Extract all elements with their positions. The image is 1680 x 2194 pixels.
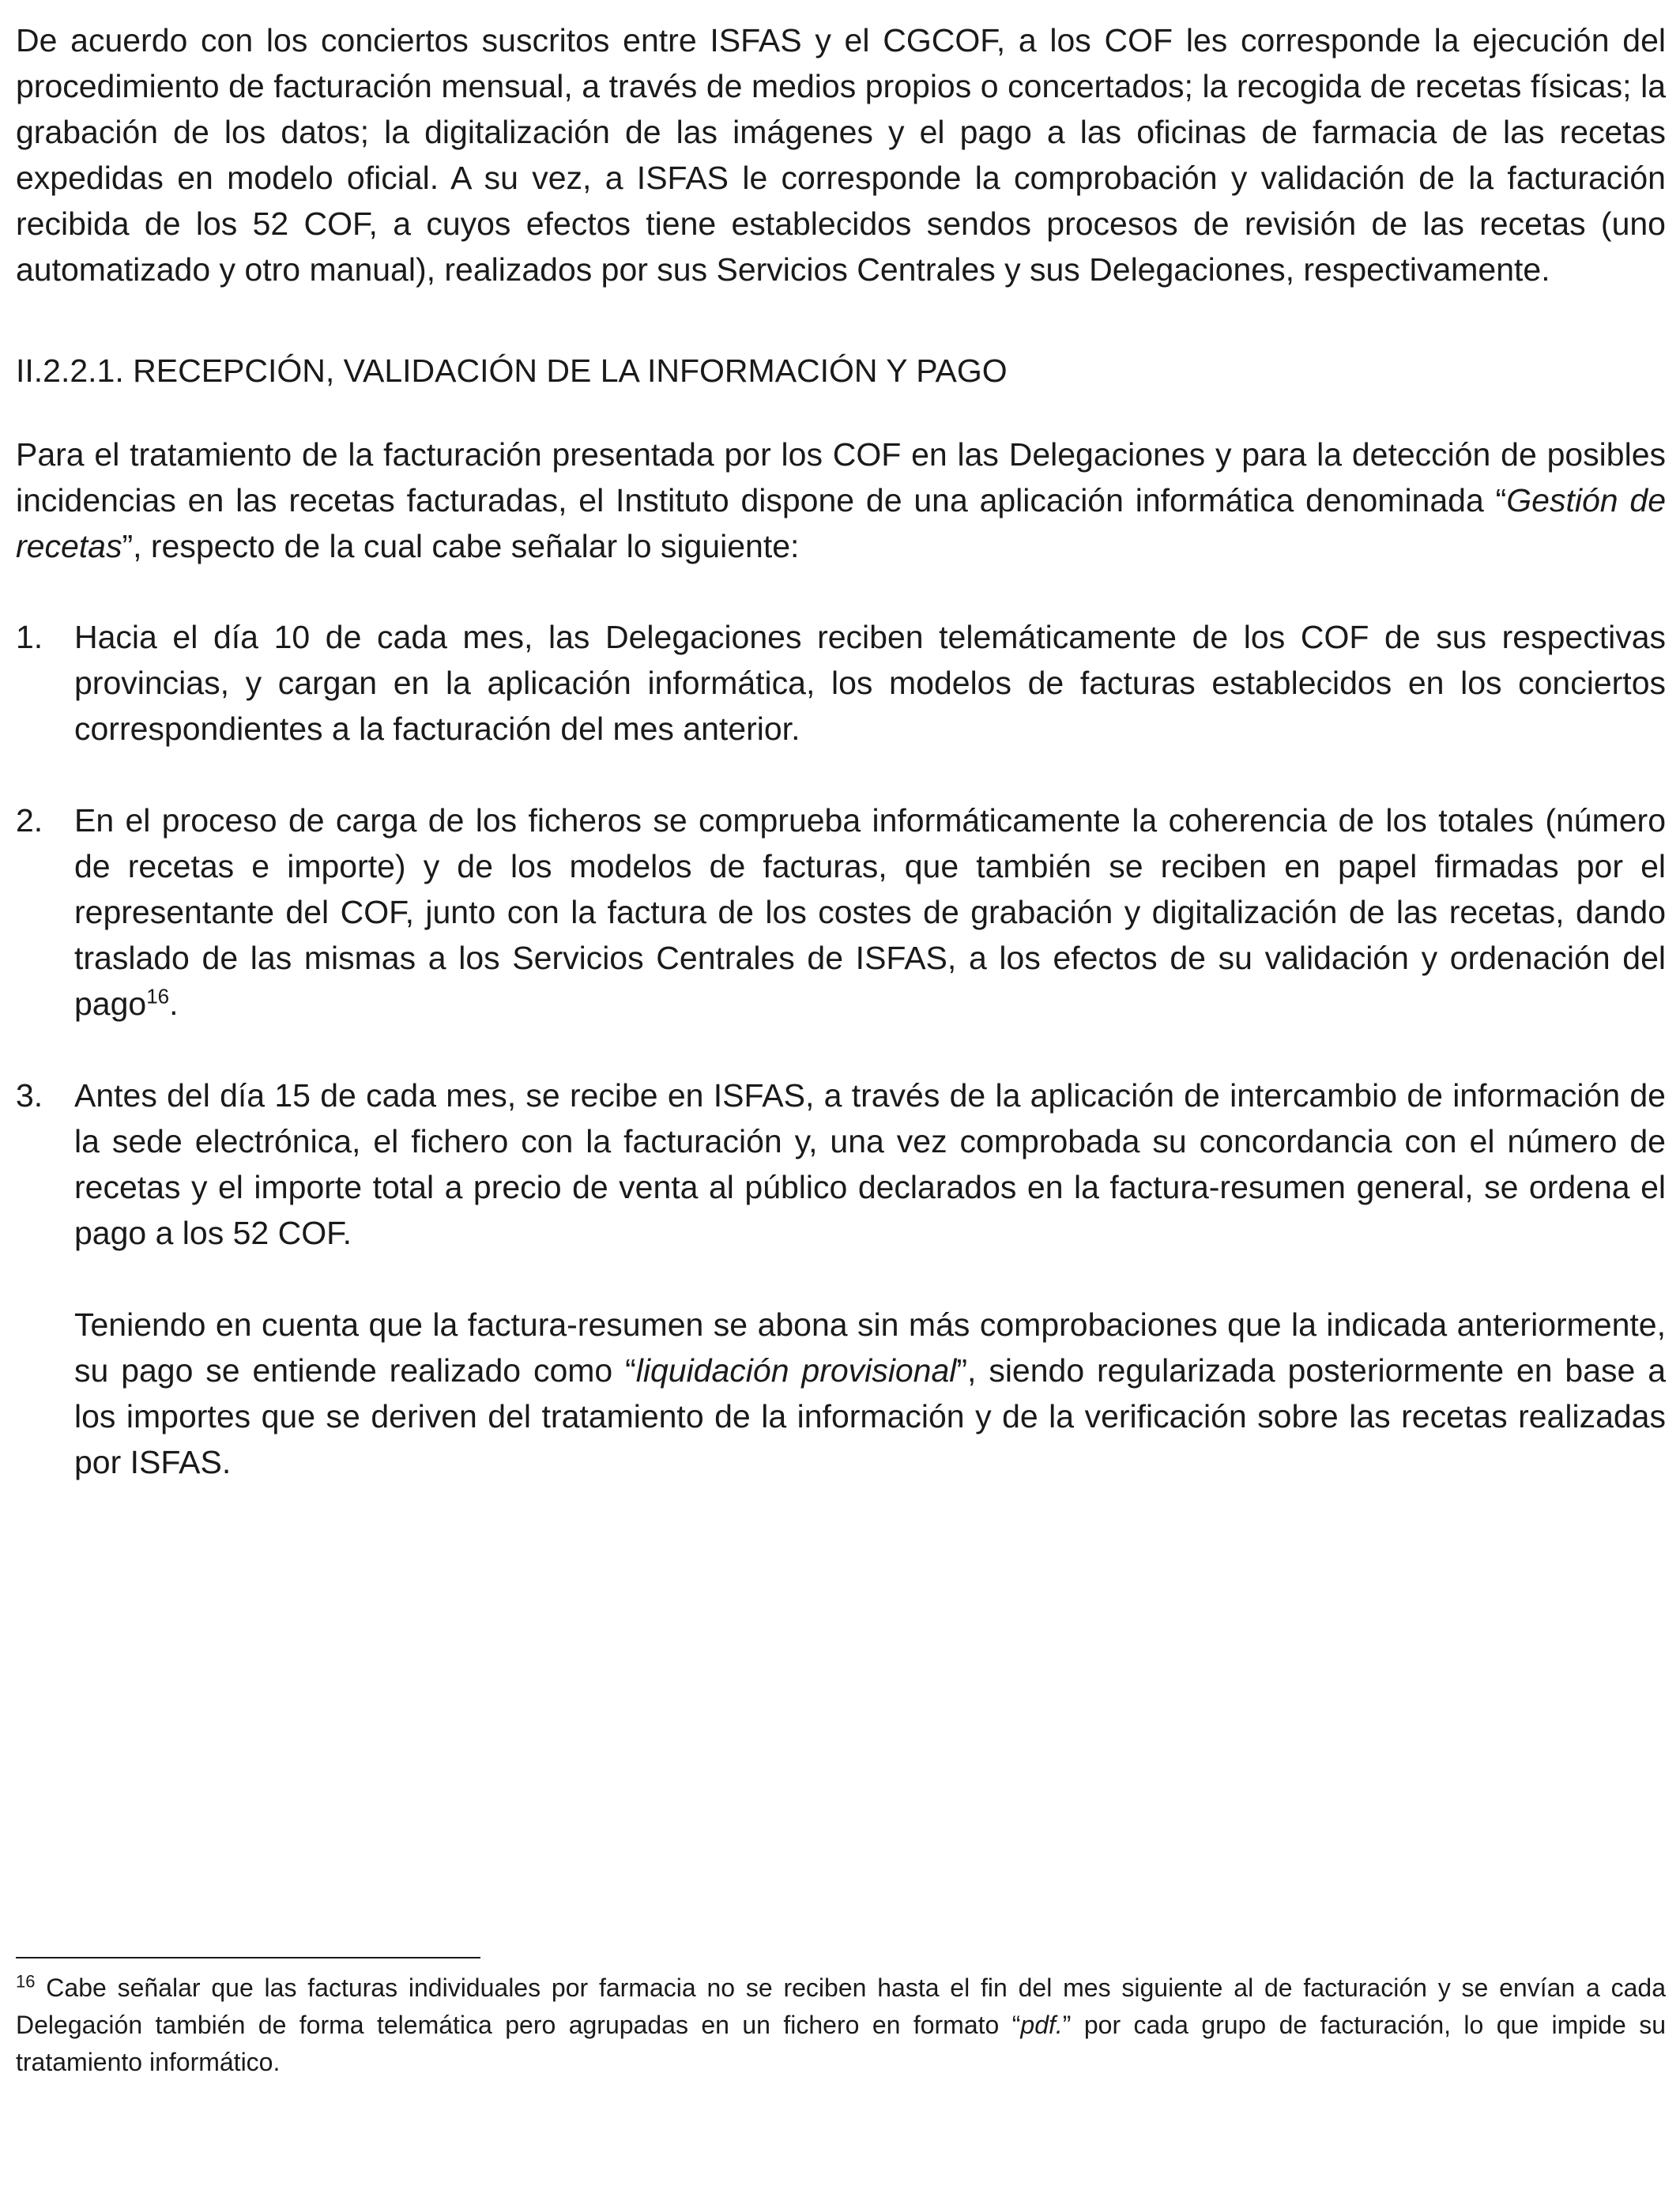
footnote-text: Cabe señalar que las facturas individuales por farmacia no se reciben hasta el fin del mes siguiente al de facturación y se envían a cada Delegación también de forma telemática pero agrupadas en un fichero en formato “ — [16, 1973, 1666, 2039]
footnote-divider — [16, 1957, 480, 1958]
intro-paragraph: De acuerdo con los conciertos suscritos entre ISFAS y el CGCOF, a los COF les corresponde la ejecución del procedimiento de facturación mensual, a través de medios propios o concertados; la recogida de recetas físicas; la grabación de los datos; la digitalización de las imágenes y el pago a las oficinas de farmacia de las recetas expedidas en modelo oficial. A su vez, a ISFAS le corresponde la comprobación y validación de la facturación recibida de los 52 COF, a cuyos efectos tiene establecidos sendos procesos de revisión de las recetas (uno automatizado y otro manual), realizados por sus Servicios Centrales y sus Delegaciones, respectivamente. — [16, 22, 1666, 288]
list-item-number: 1. — [16, 619, 43, 655]
list-item-text: En el proceso de carga de los ficheros se comprueba informáticamente la coherencia de los totales (número de recetas e importe) y de los modelos de facturas, que también se reciben en papel firmadas por el representante del COF, junto con la factura de los costes de grabación y digitalización de las recetas, dando traslado de las mismas a los Servicios Centrales de ISFAS, a los efectos de su validación y ordenación del pago — [74, 802, 1666, 1022]
list-item-number: 2. — [16, 802, 43, 839]
list-item-text-end: . — [169, 986, 179, 1022]
list-item-number: 3. — [16, 1077, 43, 1114]
section-intro-text-end: ”, respecto de la cual cabe señalar lo siguiente: — [122, 528, 800, 564]
list-item-text-paragraph — [74, 797, 1666, 1027]
numbered-list — [16, 614, 1666, 1485]
list-item-text: Antes del día 15 de cada mes, se recibe en ISFAS, a través de la aplicación de intercambio de información de la sede electrónica, el fichero con la facturación y, una vez comprobada su concordancia con el número de recetas y el importe total a precio de venta al público declarados en la factura-resumen general, se ordena el pago a los 52 COF. — [74, 1077, 1666, 1251]
sub-paragraph-text: Teniendo en cuenta que la factura-resumen se abona sin más comprobaciones que la indicada anteriormente, su pago se entiende realizado como “ — [74, 1306, 1666, 1389]
list-item — [16, 797, 1666, 1027]
sub-paragraph-text-end: ”, siendo regularizada posteriormente en base a los importes que se deriven del tratamiento de la información y de la verificación sobre las recetas realizadas por ISFAS. — [74, 1352, 1666, 1480]
section-heading: II.2.2.1. RECEPCIÓN, VALIDACIÓN DE LA INFORMACIÓN Y PAGO — [16, 352, 1008, 389]
document-page — [16, 17, 1666, 1531]
list-item — [16, 1072, 1666, 1485]
section-intro-text: Para el tratamiento de la facturación presentada por los COF en las Delegaciones y para la detección de posibles incidencias en las recetas facturadas, el Instituto dispone de una aplicación informática denominada “ — [16, 436, 1666, 518]
section-intro-paragraph — [16, 432, 1666, 569]
sub-paragraph-italic: liquidación provisional — [635, 1352, 957, 1389]
section-intro-italic: Gestión de recetas — [16, 482, 1666, 564]
list-item-sub-paragraph — [74, 1302, 1666, 1485]
footnote — [16, 1970, 1666, 2081]
footnote-reference[interactable]: 16 — [146, 984, 170, 1008]
footnote-text-end: ” por cada grupo de facturación, lo que impide su tratamiento informático. — [16, 2011, 1667, 2076]
footnote-italic: pdf. — [1020, 2011, 1063, 2039]
footnote-marker: 16 — [16, 1971, 36, 1992]
list-item — [16, 614, 1666, 752]
list-item-text: Hacia el día 10 de cada mes, las Delegaciones reciben telemáticamente de los COF de sus respectivas provincias, y cargan en la aplicación informática, los modelos de facturas establecidos en los conciertos correspondientes a la facturación del mes anterior. — [74, 619, 1666, 747]
